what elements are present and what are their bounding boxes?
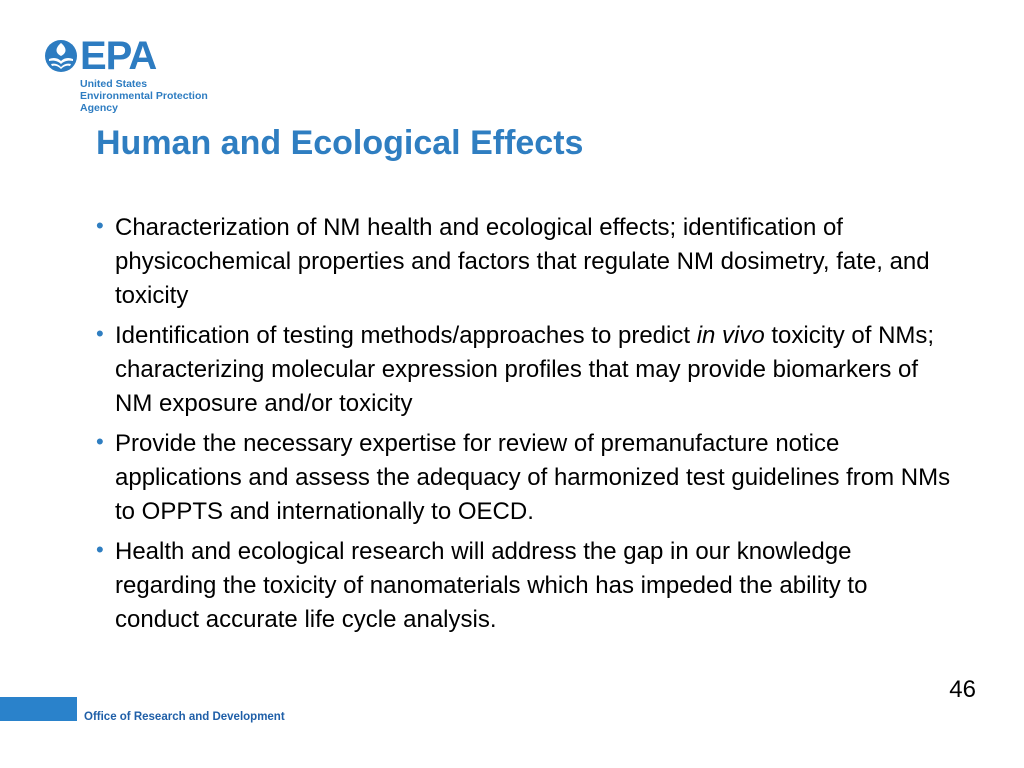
bullet-text: Provide the necessary expertise for review of premanufacture notice applications and assess the adequacy of harmonized test guidelines from NMs to OPPTS and internationally to OECD. bbox=[115, 430, 951, 525]
bullet-icon: • bbox=[96, 321, 104, 346]
logo-wordmark: EPA bbox=[80, 34, 157, 78]
footer-accent-bar bbox=[0, 697, 77, 721]
bullet-item bbox=[96, 427, 956, 529]
slide-title: Human and Ecological Effects bbox=[96, 124, 584, 162]
bullet-item bbox=[96, 535, 956, 637]
bullet-text-start: Identification of testing methods/approaches to predict bbox=[115, 322, 697, 349]
epa-logo[interactable] bbox=[44, 36, 208, 114]
logo-mark bbox=[44, 36, 208, 76]
bullet-list bbox=[96, 211, 956, 643]
logo-line-3: Agency bbox=[80, 102, 118, 114]
bullet-text-italic: in vivo bbox=[696, 322, 765, 349]
bullet-text: Health and ecological research will address the gap in our knowledge regarding the toxicity of nanomaterials which has impeded the ability to conduct accurate life cycle analysis. bbox=[115, 538, 868, 633]
bullet-icon: • bbox=[96, 537, 104, 562]
bullet-text: Characterization of NM health and ecological effects; identification of physicochemical properties and factors that regulate NM dosimetry, fate, and toxicity bbox=[115, 214, 930, 309]
bullet-icon: • bbox=[96, 213, 104, 238]
bullet-text-end: toxicity of NMs; characterizing molecular expression profiles that may provide biomarkers of NM exposure and/or toxicity bbox=[115, 322, 935, 417]
bullet-item bbox=[96, 319, 956, 421]
footer-office-name: Office of Research and Development bbox=[84, 711, 285, 723]
logo-line-1: United States bbox=[80, 78, 148, 90]
logo-line-2: Environmental Protection bbox=[80, 90, 208, 102]
logo-agency-name bbox=[80, 78, 208, 114]
bullet-item bbox=[96, 211, 956, 313]
page-number: 46 bbox=[949, 676, 976, 703]
epa-flower-icon bbox=[44, 39, 78, 73]
bullet-icon: • bbox=[96, 429, 104, 454]
